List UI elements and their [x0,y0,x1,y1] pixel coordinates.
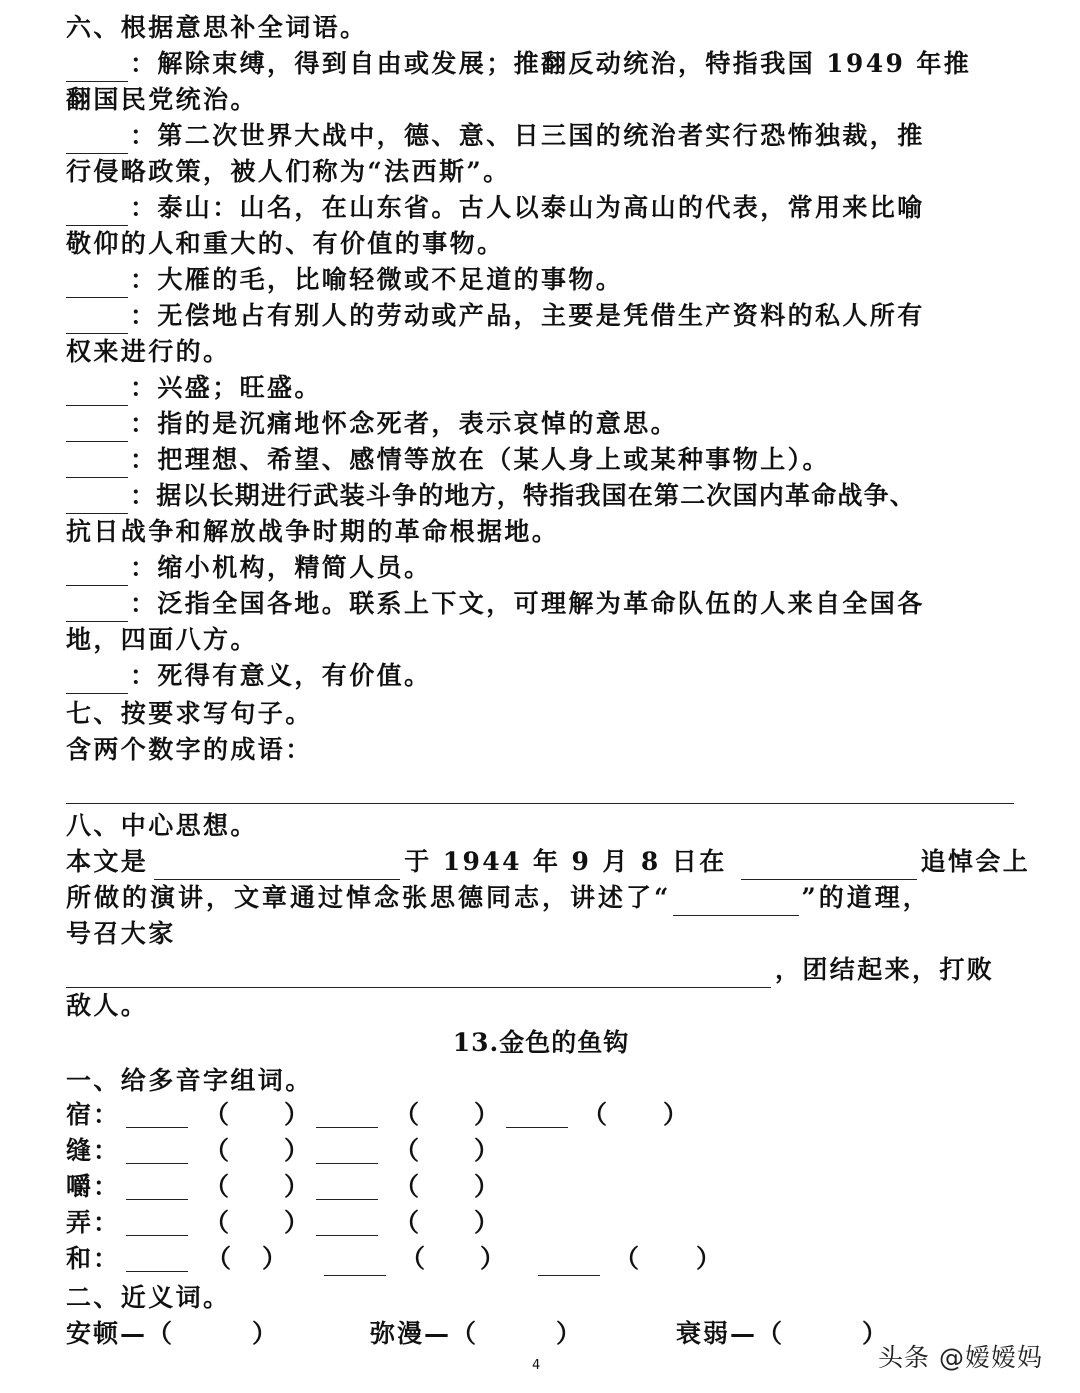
definition-10: ：缩小机构，精简人员。 [66,550,1016,586]
definition-12: ：死得有意义，有价值。 [66,658,1016,694]
word-blank[interactable] [126,1213,188,1236]
memorial-blank[interactable] [741,851,917,880]
call-blank[interactable] [66,959,771,988]
answer-blank[interactable] [66,485,128,514]
answer-blank[interactable] [66,449,128,478]
synonym-row: 安顿—（ ） 弥漫—（ ） 衰弱—（ ） [66,1319,890,1348]
summary-line-3: 号召大家 [66,919,176,948]
idiom-answer-line[interactable] [66,803,1014,804]
definition-5: ：无偿地占有别人的劳动或产品，主要是凭借生产资料的私人所有 [66,298,1016,334]
truth-blank[interactable] [673,887,799,916]
word-blank[interactable] [126,1105,188,1128]
definition-5-cont: 权来进行的。 [66,337,231,366]
answer-blank[interactable] [66,593,128,622]
word-blank[interactable] [316,1105,378,1128]
polyphone-row-jiao: 嚼： （ ） （ ） [66,1172,500,1201]
definition-1: ：解除束缚，得到自由或发展；推翻反动统治，特指我国 1949 年推 [66,46,1016,82]
answer-blank[interactable] [66,377,128,406]
definition-1-cont: 翻国民党统治。 [66,85,258,114]
answer-blank[interactable] [66,197,128,226]
answer-blank[interactable] [66,557,128,586]
definition-4: ：大雁的毛，比喻轻微或不足道的事物。 [66,262,1016,298]
section-6-title: 六、根据意思补全词语。 [66,13,368,42]
definition-2: ：第二次世界大战中，德、意、日三国的统治者实行恐怖独裁，推 [66,118,1016,154]
section-7-title: 七、按要求写句子。 [66,699,313,728]
answer-blank[interactable] [66,53,128,82]
polyphone-section-title: 一、给多音字组词。 [66,1066,313,1095]
definition-7: ：指的是沉痛地怀念死者，表示哀悼的意思。 [66,406,1016,442]
polyphone-row-feng: 缝： （ ） （ ） [66,1136,500,1165]
word-blank[interactable] [506,1105,568,1128]
answer-blank[interactable] [66,125,128,154]
definition-11: ：泛指全国各地。联系上下文，可理解为革命队伍的人来自全国各 [66,586,1016,622]
definition-9-cont: 抗日战争和解放战争时期的革命根据地。 [66,517,560,546]
section-8-title: 八、中心思想。 [66,811,258,840]
definition-2-cont: 行侵略政策，被人们称为“法西斯”。 [66,157,511,186]
answer-blank[interactable] [66,665,128,694]
answer-blank[interactable] [66,305,128,334]
answer-blank[interactable] [66,269,128,298]
word-blank[interactable] [316,1213,378,1236]
word-blank[interactable] [126,1249,188,1272]
summary-line-2: 所做的演讲，文章通过悼念张思德同志，讲述了“ ”的道理， [66,880,1016,916]
answer-blank[interactable] [66,413,128,442]
idiom-prompt: 含两个数字的成语： [66,735,313,764]
definition-3-cont: 敬仰的人和重大的、有价值的事物。 [66,229,505,258]
definition-9: ：据以长期进行武装斗争的地方，特指我国在第二次国内革命战争、 [66,478,1016,514]
definition-8: ：把理想、希望、感情等放在（某人身上或某种事物上）。 [66,442,1016,478]
word-blank[interactable] [316,1177,378,1200]
word-blank[interactable] [316,1141,378,1164]
page-number: 4 [532,1358,541,1373]
word-blank[interactable] [126,1177,188,1200]
word-blank[interactable] [324,1253,386,1276]
summary-line-5: 敌人。 [66,991,149,1020]
word-blank[interactable] [126,1141,188,1164]
watermark: 头条 @嫒嫒妈 [878,1343,1043,1372]
definition-11-cont: 地，四面八方。 [66,625,258,654]
polyphone-row-nong: 弄： （ ） （ ） [66,1208,500,1237]
summary-line-4: ，团结起来，打败 [66,952,1016,988]
speaker-blank[interactable] [154,851,400,880]
polyphone-row-he: 和： （ ） （ ） （ ） [66,1241,766,1281]
polyphone-row-su: 宿： （ ） （ ） （ ） [66,1100,689,1129]
synonym-section-title: 二、近义词。 [66,1283,231,1312]
definition-6: ：兴盛；旺盛。 [66,370,1016,406]
summary-line-1: 本文是 于 1944 年 9 月 8 日在 追悼会上 [66,844,1016,880]
definition-3: ：泰山：山名，在山东省。古人以泰山为高山的代表，常用来比喻 [66,190,1016,226]
lesson-title: 13.金色的鱼钩 [452,1028,630,1057]
word-blank[interactable] [538,1253,600,1276]
